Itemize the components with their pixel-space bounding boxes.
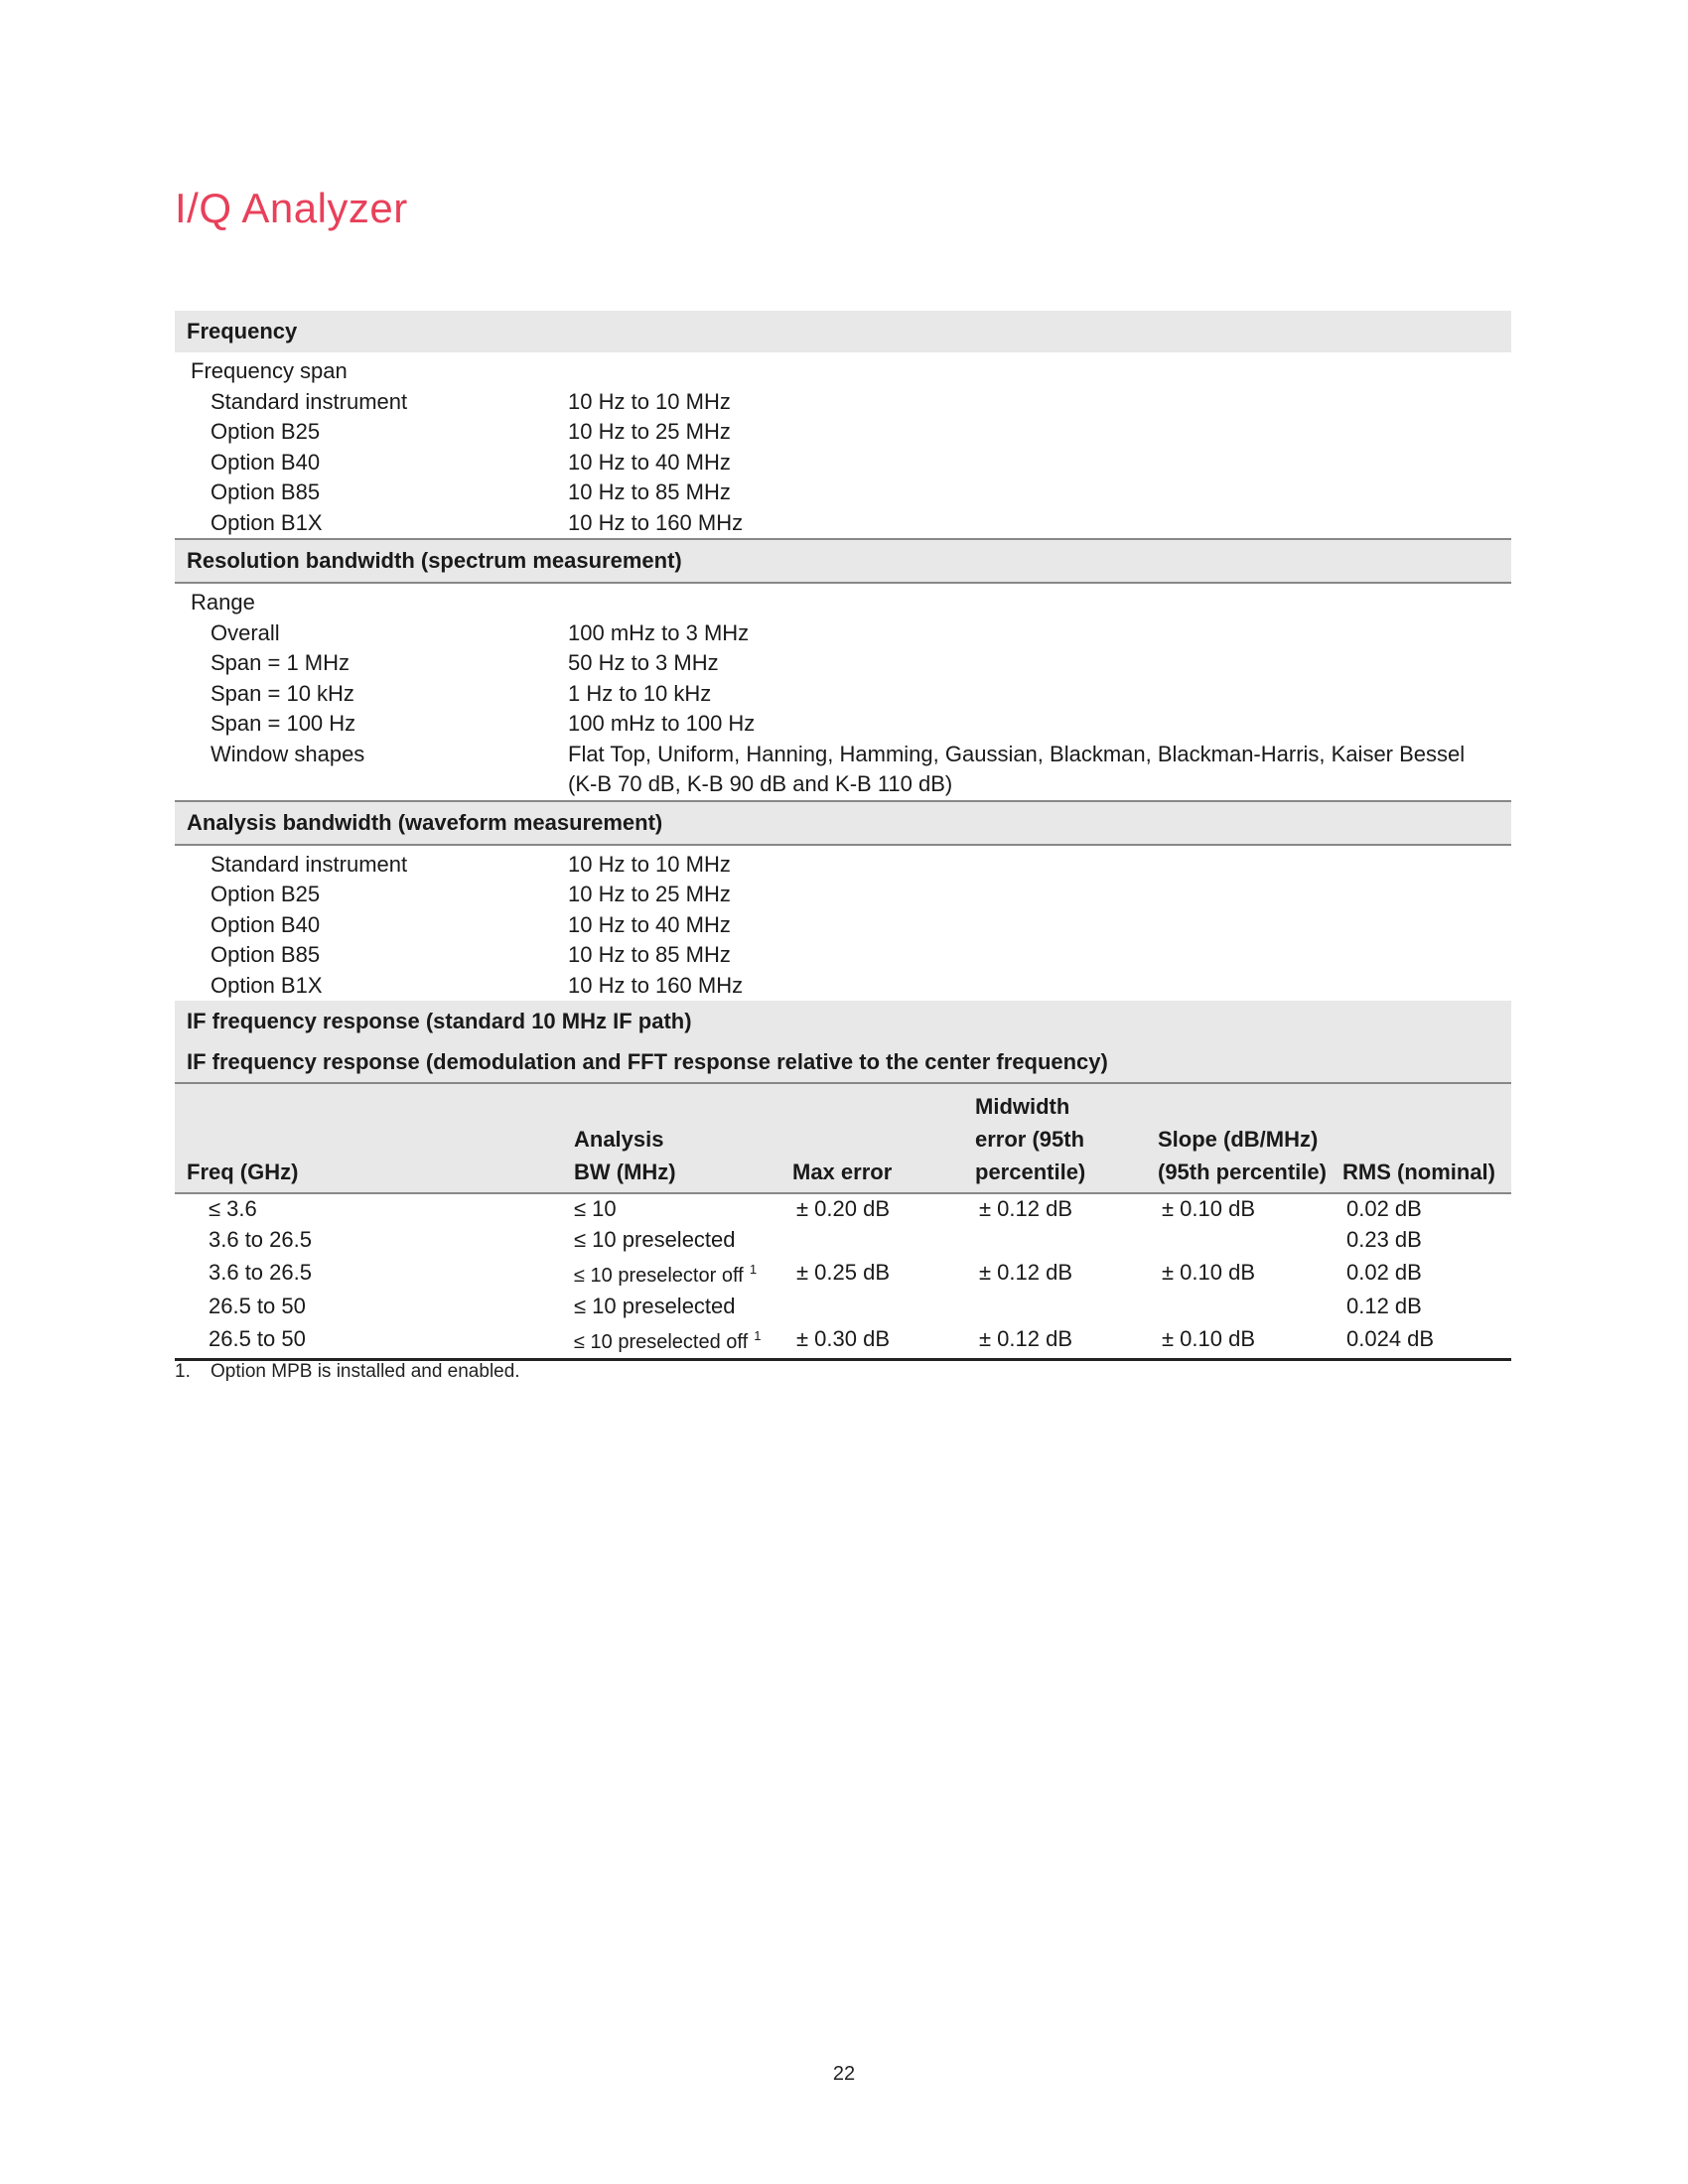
section-subheading-if-response: IF frequency response (demodulation and FFT response relative to the center frequency) (175, 1041, 1511, 1082)
spec-row (175, 679, 1511, 710)
section-heading-abw: Analysis bandwidth (waveform measurement) (175, 800, 1511, 846)
cell-abw: ≤ 10 preselector off $^1$ (574, 1262, 758, 1287)
cell-abw: ≤ 10 preselected (574, 1293, 736, 1318)
spec-label: Option B85 (211, 479, 321, 504)
spec-label: Option B25 (211, 882, 321, 906)
spec-label: Span = 1 MHz (211, 650, 351, 675)
cell-midwidth (975, 1225, 1158, 1256)
section-body-rbw (175, 584, 1511, 800)
col-header-max-error: Max error (792, 1160, 893, 1184)
spec-value: 1 Hz to 10 kHz (568, 680, 712, 706)
spec-row (175, 387, 1511, 418)
table-row (175, 1255, 1511, 1292)
section-heading-frequency: Frequency (175, 311, 1511, 352)
page-title: I/Q Analyzer (175, 185, 408, 231)
spec-value: 10 Hz to 160 MHz (568, 509, 744, 535)
page-number: 22 (832, 2063, 856, 2085)
cell-slope: ± 0.10 dB (1162, 1196, 1256, 1221)
spec-label: Standard instrument (211, 388, 408, 414)
footnote-ref: 1 (754, 1328, 762, 1343)
cell-slope (1158, 1292, 1342, 1322)
cell-midwidth: ± 0.12 dB (979, 1260, 1073, 1285)
spec-row (175, 508, 1511, 539)
cell-slope (1158, 1225, 1342, 1256)
cell-rms: 0.02 dB (1346, 1196, 1422, 1221)
cell-abw: ≤ 10 preselected off $^1$ (574, 1328, 762, 1353)
col-header-rms: RMS (nominal) (1342, 1160, 1495, 1184)
spec-label: Option B25 (211, 419, 321, 444)
table-row (175, 1292, 1511, 1322)
spec-label: Window shapes (211, 741, 365, 766)
cell-midwidth: ± 0.12 dB (979, 1196, 1073, 1221)
cell-freq: ≤ 3.6 (209, 1196, 257, 1221)
cell-freq: 26.5 to 50 (209, 1326, 306, 1351)
spec-label: Option B1X (211, 972, 323, 998)
spec-row (175, 740, 1511, 800)
cell-abw: ≤ 10 preselected (574, 1226, 736, 1252)
spec-label: Option B40 (211, 449, 321, 475)
cell-rms: 0.12 dB (1346, 1293, 1422, 1318)
spec-value: 10 Hz to 10 MHz (568, 388, 731, 414)
col-header-midwidth: Midwidth error (95th percentile) (975, 1094, 1086, 1184)
cell-midwidth: ± 0.12 dB (979, 1326, 1073, 1351)
cell-max-error (792, 1225, 975, 1256)
spec-value: 10 Hz to 85 MHz (568, 479, 731, 504)
window-shapes-line1: Flat Top, Uniform, Hanning, Hamming, Gaussian, Blackman, Blackman-Harris, Kaiser Bessel (568, 741, 1466, 766)
col-header-analysis-bw: Analysis BW (MHz) (574, 1127, 676, 1184)
spec-table (175, 311, 1511, 1361)
section-body-abw (175, 846, 1511, 1002)
spec-value: 10 Hz to 160 MHz (568, 972, 744, 998)
cell-freq: 3.6 to 26.5 (209, 1260, 312, 1285)
cell-freq: 3.6 to 26.5 (209, 1226, 312, 1252)
spec-value: 100 mHz to 3 MHz (568, 619, 750, 645)
group-label-row (175, 356, 1511, 387)
cell-slope: ± 0.10 dB (1162, 1260, 1256, 1285)
col-header-freq: Freq (GHz) (187, 1160, 299, 1184)
spec-label: Span = 10 kHz (211, 680, 354, 706)
cell-freq: 26.5 to 50 (209, 1293, 306, 1318)
spec-value: 10 Hz to 85 MHz (568, 942, 731, 967)
cell-max-error: ± 0.20 dB (796, 1196, 891, 1221)
footnote-text: Option MPB is installed and enabled. (211, 1361, 520, 1382)
table-row (175, 1321, 1511, 1359)
col-header-slope: Slope (dB/MHz) (95th percentile) (1158, 1127, 1327, 1184)
table-row (175, 1225, 1511, 1256)
spec-value (568, 740, 1511, 800)
spec-row (175, 971, 1511, 1002)
window-shapes-line2: (K-B 70 dB, K-B 90 dB and K-B 110 dB) (568, 771, 953, 796)
footnote (175, 1361, 520, 1383)
spec-value: 10 Hz to 40 MHz (568, 449, 731, 475)
spec-label: Option B85 (211, 942, 321, 967)
cell-max-error (792, 1292, 975, 1322)
cell-max-error: ± 0.25 dB (796, 1260, 891, 1285)
spec-value: 100 mHz to 100 Hz (568, 711, 756, 736)
spec-row (175, 478, 1511, 508)
footnote-number: 1. (175, 1361, 191, 1382)
spec-value: 10 Hz to 10 MHz (568, 851, 731, 877)
cell-rms: 0.024 dB (1346, 1326, 1435, 1351)
group-label: Range (191, 590, 255, 614)
spec-label: Span = 100 Hz (211, 711, 356, 736)
spec-row (175, 648, 1511, 679)
spec-row (175, 417, 1511, 448)
spec-value: 50 Hz to 3 MHz (568, 650, 719, 675)
cell-slope: ± 0.10 dB (1162, 1326, 1256, 1351)
cell-max-error: ± 0.30 dB (796, 1326, 891, 1351)
table-row (175, 1193, 1511, 1225)
section-heading-if-response: IF frequency response (standard 10 MHz IF path) (175, 1001, 1511, 1041)
spec-row (175, 448, 1511, 478)
section-body-frequency (175, 352, 1511, 538)
cell-rms: 0.02 dB (1346, 1260, 1422, 1285)
spec-label: Overall (211, 619, 280, 645)
section-heading-rbw: Resolution bandwidth (spectrum measurement) (175, 538, 1511, 584)
footnote-ref: 1 (749, 1262, 758, 1277)
cell-rms: 0.23 dB (1346, 1226, 1422, 1252)
table-header-row (175, 1083, 1511, 1193)
spec-row (175, 940, 1511, 971)
cell-abw: ≤ 10 (574, 1196, 617, 1221)
spec-label: Option B40 (211, 911, 321, 937)
group-label: Frequency span (191, 358, 348, 383)
spec-value: 10 Hz to 25 MHz (568, 882, 731, 906)
spec-value: 10 Hz to 25 MHz (568, 419, 731, 444)
cell-midwidth (975, 1292, 1158, 1322)
group-label-row (175, 588, 1511, 618)
if-response-table (175, 1082, 1511, 1361)
spec-row (175, 709, 1511, 740)
spec-row (175, 850, 1511, 881)
spec-row (175, 910, 1511, 941)
spec-row (175, 618, 1511, 649)
spec-row (175, 880, 1511, 910)
spec-label: Option B1X (211, 509, 323, 535)
spec-label: Standard instrument (211, 851, 408, 877)
spec-value: 10 Hz to 40 MHz (568, 911, 731, 937)
